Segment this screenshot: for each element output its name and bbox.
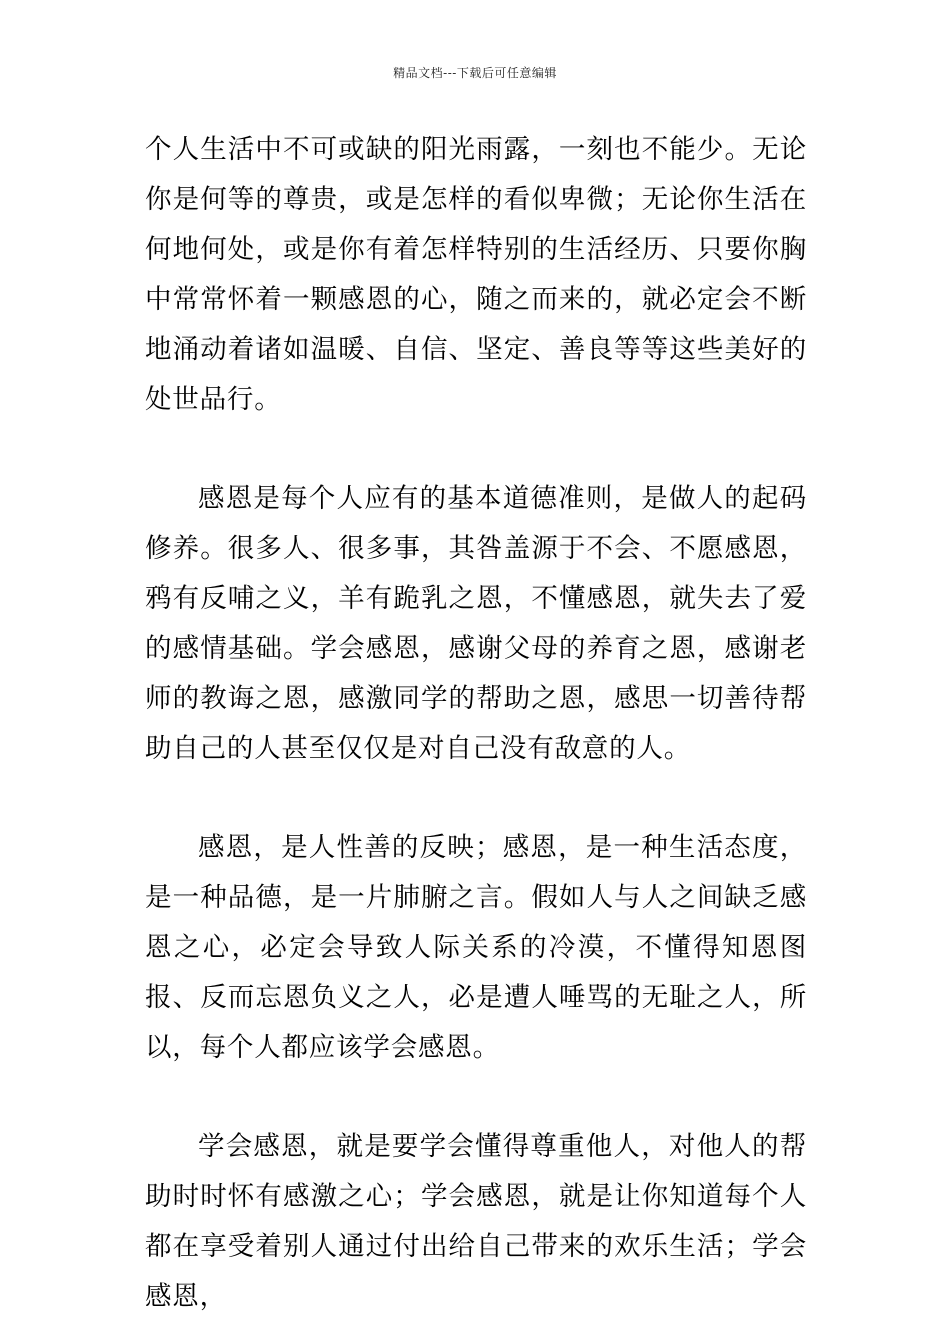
document-body	[145, 125, 807, 1322]
page-header: 精品文档---下载后可任意编辑	[393, 66, 557, 80]
paragraph-2: 感恩是每个人应有的基本道德准则，是做人的起码修养。很多人、很多事，其咎盖源于不会、不愿感恩，鸦有反哺之义，羊有跪乳之恩，不懂感恩，就失去了爱的感情基础。学会感恩，感谢父母的养育之恩，感谢老师的教诲之恩，感激同学的帮助之恩，感思一切善待帮助自己的人甚至仅仅是对自己没有敌意的人。	[145, 483, 807, 764]
paragraph-3: 感恩，是人性善的反映；感恩，是一种生活态度，是一种品德，是一片肺腑之言。假如人与人之间缺乏感恩之心，必定会导致人际关系的冷漠，不懂得知恩图报、反而忘恩负义之人，必是遭人唾骂的无耻之人，所以，每个人都应该学会感恩。	[145, 832, 807, 1063]
paragraph-1: 个人生活中不可或缺的阳光雨露，一刻也不能少。无论你是何等的尊贵，或是怎样的看似卑微；无论你生活在何地何处，或是你有着怎样特别的生活经历、只要你胸中常常怀着一颗感恩的心，随之而来的，就必定会不断地涌动着诸如温暖、自信、坚定、善良等等这些美好的处世品行。	[145, 134, 807, 415]
paragraph-4: 学会感恩，就是要学会懂得尊重他人，对他人的帮助时时怀有感激之心；学会感恩，就是让你知道每个人都在享受着别人通过付出给自己带来的欢乐生活；学会感恩，	[145, 1131, 807, 1312]
